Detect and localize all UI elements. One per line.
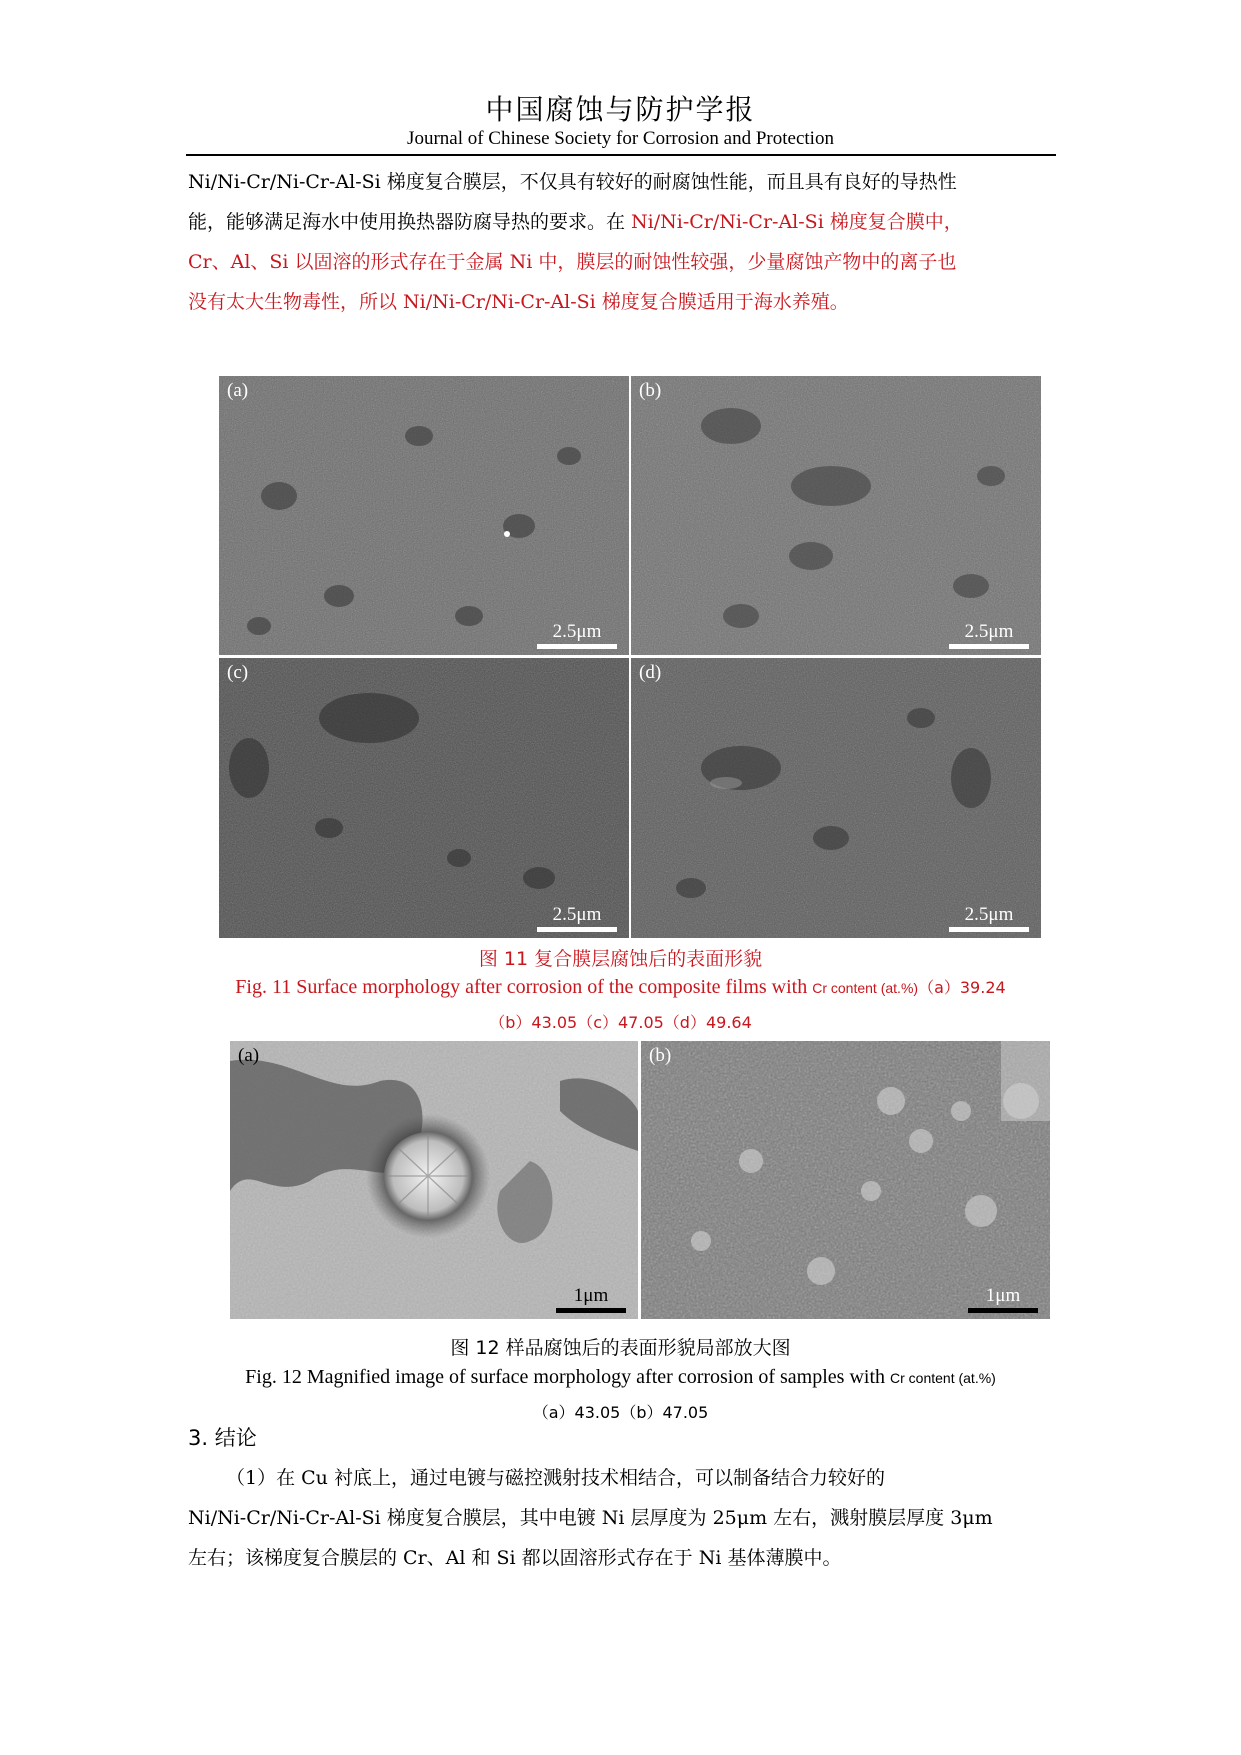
fig11-panel-a-scale-text: 2.5μm: [552, 621, 602, 642]
fig11-panel-a-scale-line: [537, 644, 617, 649]
fig11-panel-b-label: (b): [639, 380, 662, 401]
fig11-panel-c: [219, 658, 629, 938]
fig12-caption-en: [0, 1366, 1241, 1389]
fig11-panel-b-scale-line: [949, 644, 1029, 649]
sem-image-d: [631, 658, 1041, 938]
fig12-panel-a-label: (a): [238, 1045, 260, 1066]
intro-line-2-black: 能，能够满足海水中使用换热器防腐导热的要求。在: [188, 211, 632, 233]
intro-line-2-red: Ni/Ni-Cr/Ni-Cr-Al-Si 梯度复合膜中，: [631, 211, 963, 233]
fig12-panel-b-label: (b): [649, 1045, 672, 1066]
journal-title-cn: 中国腐蚀与防护学报: [485, 93, 756, 126]
fig11-caption-en: [0, 975, 1241, 999]
fig12-caption-en-small: Cr content (at.%): [890, 1370, 996, 1386]
fig12-panel-a-scalebar: [556, 1286, 626, 1313]
fig12-panel-a: [230, 1041, 638, 1319]
fig11-panel-b-scale-text: 2.5μm: [964, 621, 1014, 642]
section-3-heading: 3. 结论: [188, 1426, 257, 1450]
fig11-panel-b-scalebar: [949, 622, 1029, 649]
fig11-caption-cn: 图 11 复合膜层腐蚀后的表面形貌: [478, 948, 763, 970]
fig12-panel-b-scalebar: [968, 1286, 1038, 1313]
sem-image-c: [219, 658, 629, 938]
fig12-panel-b-scale-text: 1μm: [985, 1285, 1021, 1306]
fig12-caption-en-main: Fig. 12 Magnified image of surface morphology after corrosion of samples with: [245, 1366, 890, 1388]
fig11-panel-a-scalebar: [537, 622, 617, 649]
fig11-panel-a: [219, 376, 629, 655]
fig11-panel-c-scale-text: 2.5μm: [552, 904, 602, 925]
sem-image-12b: [641, 1041, 1050, 1319]
fig11-panel-b: [631, 376, 1041, 655]
fig11-panel-c-scale-line: [537, 927, 617, 932]
fig11-panel-d-scalebar: [949, 905, 1029, 932]
fig11-caption-en-small: Cr content (at.%): [812, 980, 919, 996]
section-3-paragraph: [188, 1458, 1054, 1578]
fig11-caption-en-tail: （a）39.24: [918, 978, 1006, 997]
fig11-caption-en-main: Fig. 11 Surface morphology after corrosion of the composite films with: [235, 976, 813, 998]
fig11-panel-c-label: (c): [227, 662, 249, 683]
sem-image-b: [631, 376, 1041, 655]
intro-line-4: 没有太大生物毒性，所以 Ni/Ni-Cr/Ni-Cr-Al-Si 梯度复合膜适用于海水养殖。: [188, 291, 849, 313]
fig12-panel-b-scale-line: [968, 1308, 1038, 1313]
fig12-caption-values: （a）43.05（b）47.05: [532, 1403, 709, 1422]
fig12-panel-a-scale-line: [556, 1308, 626, 1313]
journal-title-en: Journal of Chinese Society for Corrosion and Protection: [407, 128, 834, 149]
fig11-caption-values: （b）43.05（c）47.05（d）49.64: [489, 1013, 752, 1032]
intro-line-2: [188, 202, 1054, 242]
fig12-caption-cn: 图 12 样品腐蚀后的表面形貌局部放大图: [450, 1337, 791, 1359]
fig11-panel-d: [631, 658, 1041, 938]
section-3-line-3: 左右；该梯度复合膜层的 Cr、Al 和 Si 都以固溶形式存在于 Ni 基体薄膜中。: [188, 1547, 842, 1569]
section-3-line-2: Ni/Ni-Cr/Ni-Cr-Al-Si 梯度复合膜层，其中电镀 Ni 层厚度为 25μm 左右，溅射膜层厚度 3μm: [188, 1507, 993, 1529]
fig12-panel-b: [641, 1041, 1050, 1319]
intro-line-1: Ni/Ni-Cr/Ni-Cr-Al-Si 梯度复合膜层，不仅具有较好的耐腐蚀性能，而且具有良好的导热性: [188, 171, 957, 193]
fig11-panel-d-scale-line: [949, 927, 1029, 932]
header-divider: [186, 154, 1056, 156]
section-3-line-1: （1）在 Cu 衬底上，通过电镀与磁控溅射技术相结合，可以制备结合力较好的: [226, 1467, 885, 1489]
fig11-panel-c-scalebar: [537, 905, 617, 932]
intro-paragraph: [188, 162, 1054, 322]
fig11-panel-d-scale-text: 2.5μm: [964, 904, 1014, 925]
fig11-panel-d-label: (d): [639, 662, 662, 683]
sem-image-a: [219, 376, 629, 655]
fig12-panel-a-scale-text: 1μm: [573, 1285, 609, 1306]
intro-line-3: Cr、Al、Si 以固溶的形式存在于金属 Ni 中，膜层的耐蚀性较强，少量腐蚀产物中的离子也: [188, 251, 957, 273]
fig11-panel-a-label: (a): [227, 380, 249, 401]
sem-image-12a: [230, 1041, 638, 1319]
